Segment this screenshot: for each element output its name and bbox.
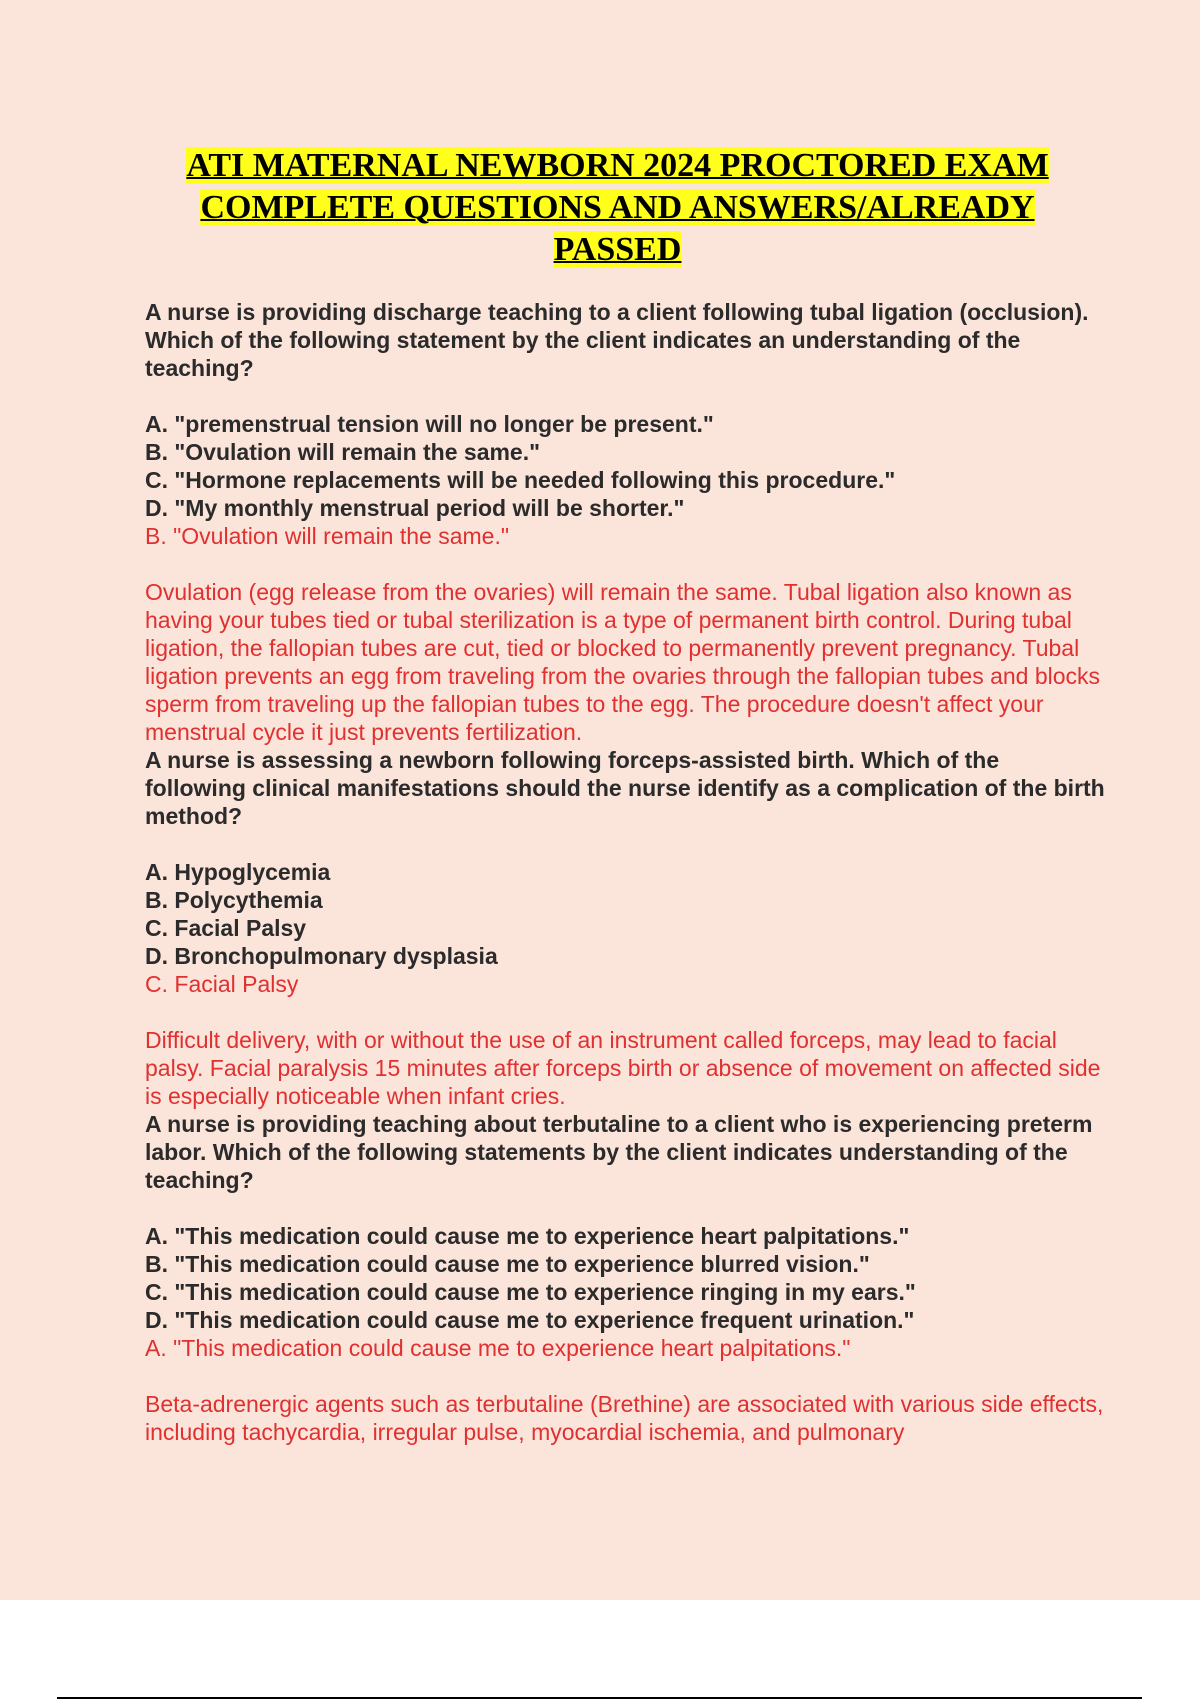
option-c: C. Facial Palsy: [145, 915, 307, 941]
option-a: A. "premenstrual tension will no longer be present.": [145, 411, 714, 437]
question-stem: A nurse is assessing a newborn following forceps-assisted birth. Which of the following clinical manifestations should the nurse identify as a complication of the birth method?: [145, 747, 1105, 829]
question-block-3: [145, 1110, 1105, 1446]
question-block-1: [145, 298, 1105, 746]
option-c: C. "This medication could cause me to experience ringing in my ears.": [145, 1279, 916, 1305]
rationale: Difficult delivery, with or without the use of an instrument called forceps, may lead to facial palsy. Facial paralysis 15 minutes after forceps birth or absence of movement on affected side is especially noticeable when infant cries.: [145, 1027, 1101, 1109]
title-line-2: COMPLETE QUESTIONS AND ANSWERS/ALREADY: [200, 189, 1035, 226]
option-c: C. "Hormone replacements will be needed following this procedure.": [145, 467, 896, 493]
rationale: Ovulation (egg release from the ovaries) will remain the same. Tubal ligation also known as having your tubes tied or tubal sterilization is a type of permanent birth control. During tubal ligation, the fallopian tubes are cut, tied or blocked to permanently prevent pregnancy. Tubal ligation prevents an egg from traveling from the ovaries through the fallopian tubes and blocks sperm from traveling up the fallopian tubes to the egg. The procedure doesn't affect your menstrual cycle it just prevents fertilization.: [145, 579, 1101, 745]
answer-options: [145, 1222, 1105, 1334]
question-stem: A nurse is providing teaching about terbutaline to a client who is experiencing preterm labor. Which of the following statements by the client indicates understanding of the teaching?: [145, 1111, 1093, 1193]
title-line-1: ATI MATERNAL NEWBORN 2024 PROCTORED EXAM: [186, 147, 1049, 184]
option-d: D. "My monthly menstrual period will be shorter.": [145, 495, 685, 521]
answer-options: [145, 410, 1105, 522]
question-stem: A nurse is providing discharge teaching to a client following tubal ligation (occlusion). Which of the following statement by the client indicates an understanding of the teaching?: [145, 299, 1089, 381]
option-d: D. "This medication could cause me to experience frequent urination.": [145, 1307, 915, 1333]
option-d: D. Bronchopulmonary dysplasia: [145, 943, 498, 969]
title-line-3: PASSED: [553, 231, 682, 268]
answer-options: [145, 858, 1105, 970]
option-a: A. Hypoglycemia: [145, 859, 331, 885]
questions-body: [145, 298, 1105, 1446]
option-b: B. "This medication could cause me to experience blurred vision.": [145, 1251, 870, 1277]
correct-answer: C. Facial Palsy: [145, 971, 299, 997]
rationale: Beta-adrenergic agents such as terbutaline (Brethine) are associated with various side effects, including tachycardia, irregular pulse, myocardial ischemia, and pulmonary: [145, 1391, 1104, 1445]
document-title: [100, 145, 1135, 271]
option-b: B. "Ovulation will remain the same.": [145, 439, 541, 465]
bottom-divider: [57, 1697, 1142, 1699]
question-block-2: [145, 746, 1105, 1110]
correct-answer: A. "This medication could cause me to experience heart palpitations.": [145, 1335, 851, 1361]
option-a: A. "This medication could cause me to experience heart palpitations.": [145, 1223, 910, 1249]
option-b: B. Polycythemia: [145, 887, 323, 913]
correct-answer: B. "Ovulation will remain the same.": [145, 523, 510, 549]
